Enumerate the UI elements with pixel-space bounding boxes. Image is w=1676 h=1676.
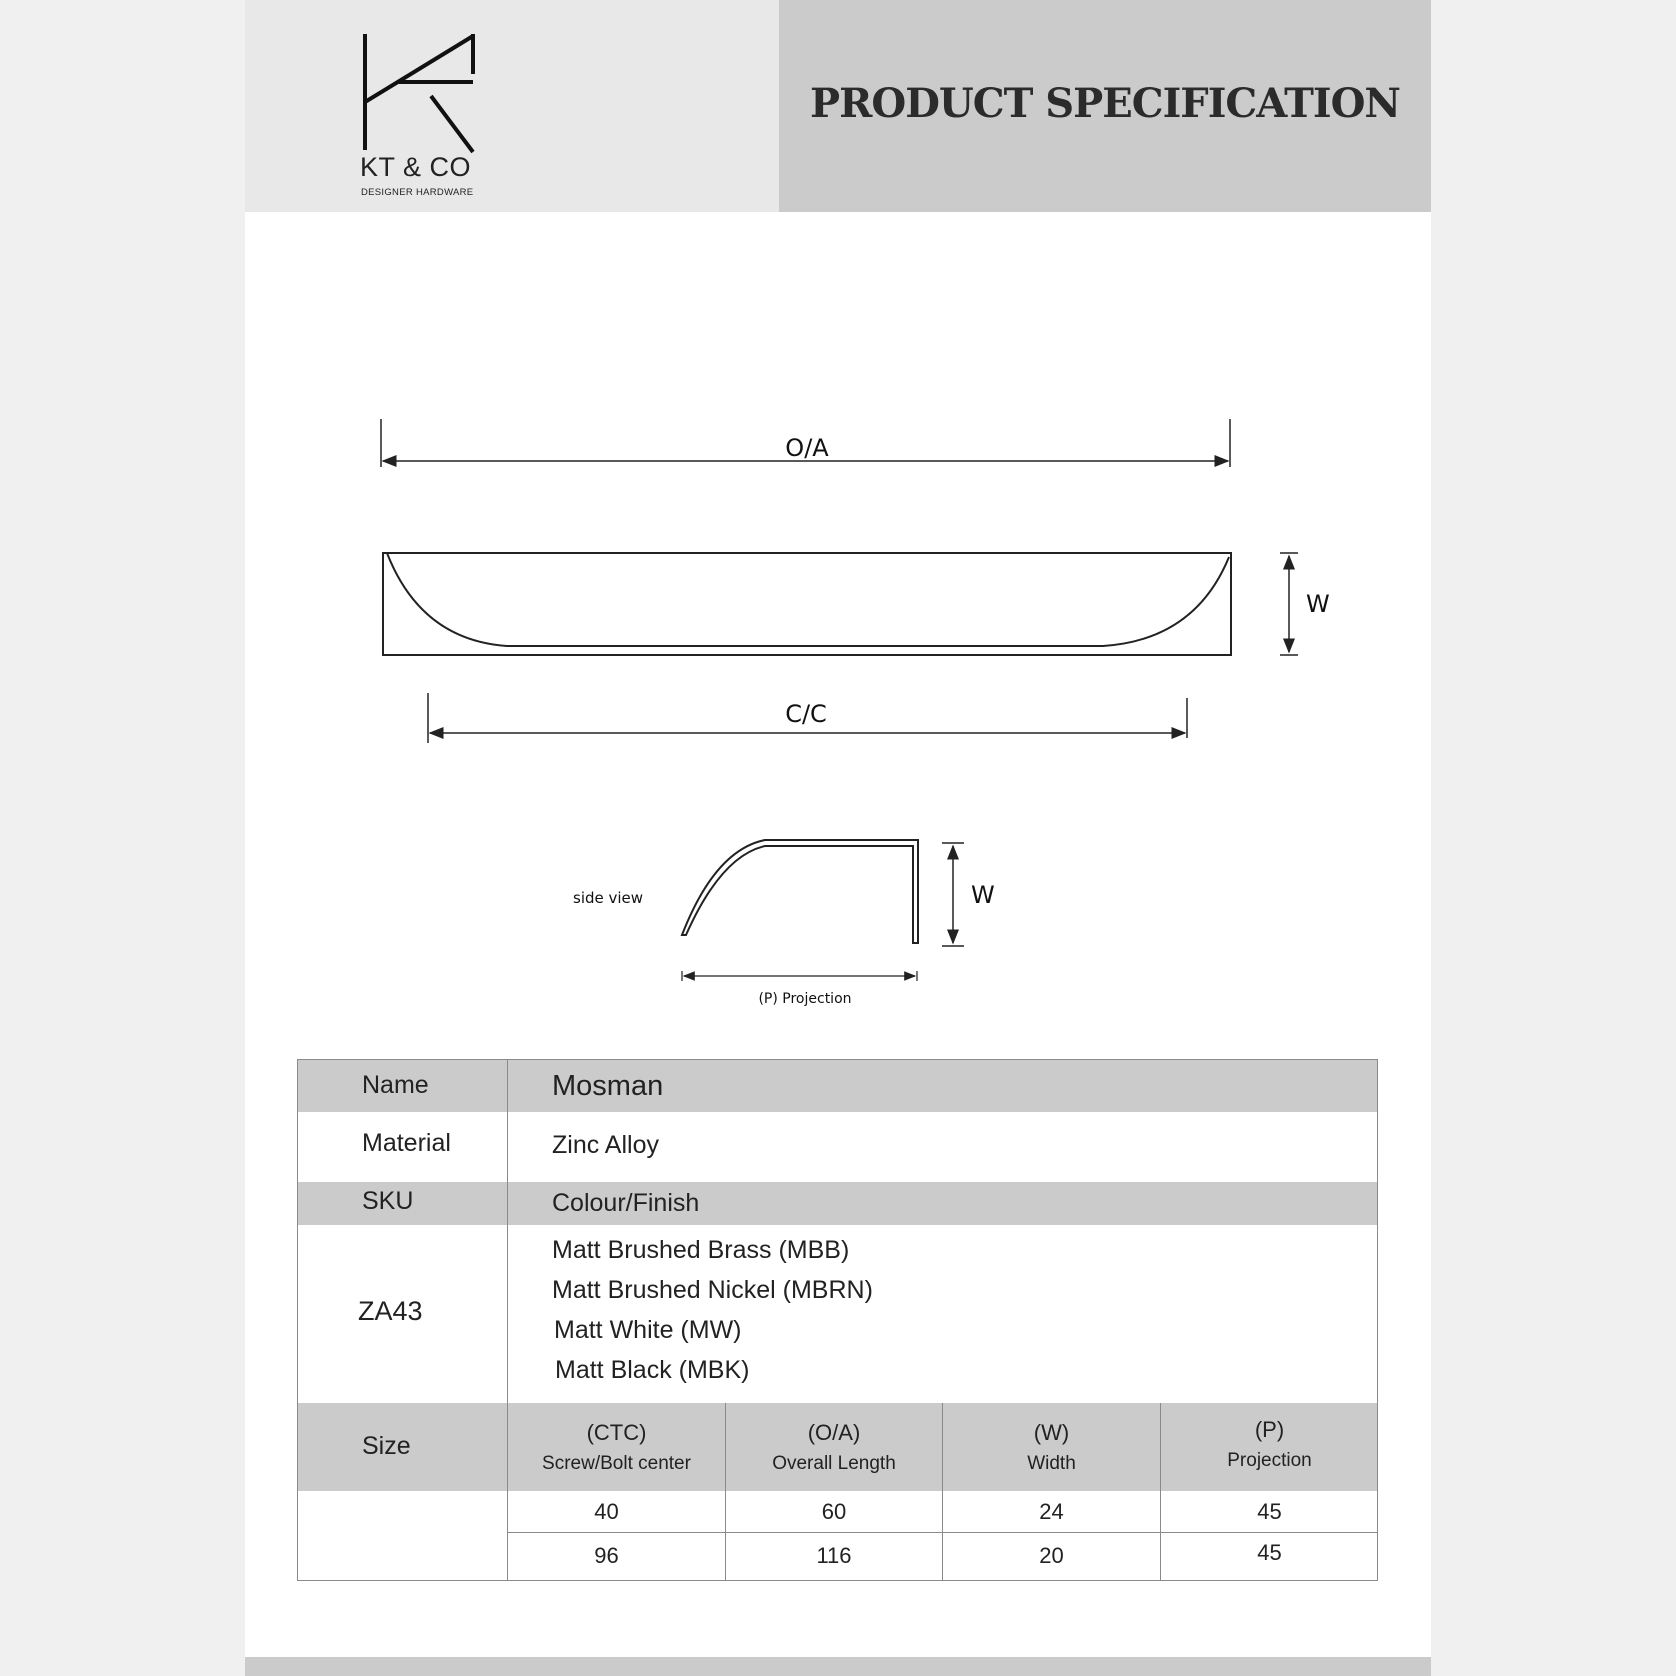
name-label: Name [362,1071,429,1099]
size-col-desc: Width [1027,1453,1076,1474]
overall-length-label: O/A [785,434,829,462]
size-col-code: (W) [1033,1420,1070,1445]
sku-label: SKU [362,1187,414,1215]
spec-table [297,1059,1378,1581]
sku-value: ZA43 [358,1296,423,1326]
sku-row-band [298,1182,1377,1225]
side-width-label: W [971,881,995,909]
spec-sheet [245,0,1431,1676]
size-cell: 24 [1039,1499,1064,1524]
size-col-desc: Screw/Bolt center [542,1453,691,1474]
finish-item: Matt Brushed Brass (MBB) [552,1236,850,1264]
side-width-dimension [942,843,995,946]
footer-band [245,1657,1431,1676]
size-cell: 45 [1257,1540,1282,1565]
projection-label: (P) Projection [758,991,852,1007]
technical-drawing [245,0,1431,1050]
front-view-shape [383,553,1231,655]
size-cell: 96 [594,1543,619,1568]
size-cell: 60 [821,1499,847,1524]
finish-item: Matt Black (MBK) [555,1356,750,1384]
width-dimension [1280,553,1330,655]
side-view-shape [682,840,918,943]
projection-dimension [682,971,917,1007]
size-col-code: (P) [1254,1417,1285,1442]
size-col-desc: Overall Length [772,1453,896,1474]
page-title: PRODUCT SPECIFICATION [810,80,1400,127]
side-view-label: side view [573,889,644,907]
size-label: Size [362,1432,411,1460]
size-col-desc: Projection [1227,1450,1312,1471]
center-to-center-label: C/C [785,700,827,728]
overall-length-dimension [381,419,1230,467]
size-col-code: (CTC) [586,1420,647,1445]
size-col-code: (O/A) [807,1420,861,1445]
center-to-center-dimension [428,693,1187,743]
size-cell: 116 [816,1543,852,1568]
product-name: Mosman [552,1070,664,1102]
finish-label: Colour/Finish [552,1189,700,1217]
finish-item: Matt Brushed Nickel (MBRN) [552,1276,873,1304]
name-row-band [298,1060,1377,1112]
brand-name: KT & CO [360,152,472,182]
size-cell: 40 [594,1499,619,1524]
size-cell: 20 [1039,1543,1064,1568]
material-label: Material [362,1129,451,1157]
material-value: Zinc Alloy [552,1131,659,1159]
brand-tagline: DESIGNER HARDWARE [361,187,474,198]
width-label: W [1306,590,1330,618]
finish-item: Matt White (MW) [554,1316,742,1344]
size-cell: 45 [1257,1499,1282,1524]
